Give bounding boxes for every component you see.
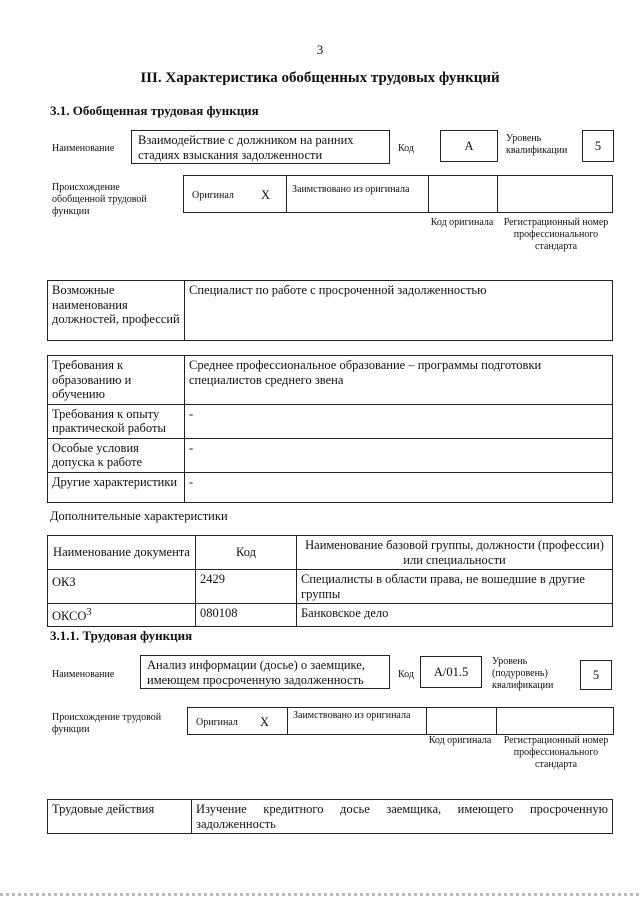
req-education-value: Среднее профессиональное образование – программы подготовки специалистов среднего звена [185,356,613,405]
additional-row-name: Специалисты в области права, не вошедшие в другие группы [297,570,613,604]
additional-row-name: Банковское дело [297,604,613,627]
positions-label: Возможные наименования должностей, профессий [48,281,185,341]
additional-header-doc: Наименование документа [48,536,196,570]
labor-actions-table [47,799,613,834]
tf-code-value: A/01.5 [433,664,469,679]
requirements-table [47,355,613,503]
tf-original-mark: X [260,715,270,729]
gtf-code-original-label: Код оригинала [430,217,494,228]
additional-row-doc [48,570,196,604]
gtf-level-value: 5 [594,138,602,153]
additional-row-code: 2429 [196,570,297,604]
positions-table [47,280,613,341]
additional-row-doc [48,604,196,627]
req-experience-label: Требования к опыту практической работы [48,404,185,438]
additional-header-code: Код [196,536,297,570]
additional-row-code: 080108 [196,604,297,627]
tf-name-value: Анализ информации (досье) о заемщике, имеющем просроченную задолженность [147,658,365,687]
gtf-reg-number-label: Регистрационный номер профессионального стандарта [503,217,609,252]
gtf-original-label: Оригинал [192,190,234,201]
tf-code-box [420,656,482,688]
divider [426,708,427,734]
gtf-heading: 3.1. Обобщенная трудовая функция [50,103,259,118]
tf-origin-label: Происхождение трудовой функции [52,712,162,735]
divider [497,176,498,212]
tf-level-label: Уровень (подуровень) квалификации [492,656,554,691]
divider [286,176,287,212]
scan-edge-artifact [0,893,640,896]
tf-origin-table [187,707,614,735]
tf-code-label: Код [398,669,414,680]
doc-name: ОКСО [52,609,87,624]
doc-name: ОКЗ [52,575,76,590]
labor-actions-value [192,800,613,834]
tf-name-box [140,655,390,689]
tf-original-label: Оригинал [196,717,238,728]
labor-actions-line1: Изучение кредитного досье заемщика, имеющего просроченную [196,802,608,816]
req-experience-value: - [185,404,613,438]
page-number: 3 [316,42,324,57]
additional-header-name: Наименование базовой группы, должности (профессии) или специальности [297,536,613,570]
tf-reg-number-label: Регистрационный номер профессионального стандарта [503,735,609,770]
tf-level-box [580,660,612,690]
req-conditions-value: - [185,438,613,472]
gtf-level-label: Уровень квалификации [506,133,568,156]
gtf-original-mark: X [261,188,271,202]
gtf-name-label: Наименование [52,143,115,154]
req-conditions-label: Особые условия допуска к работе [48,438,185,472]
req-education-label: Требования к образованию и обучению [48,356,185,405]
divider [496,708,497,734]
gtf-level-box [582,130,614,162]
doc-footnote: 3 [86,607,92,618]
req-other-label: Другие характеристики [48,472,185,502]
gtf-code-value: A [464,138,474,153]
tf-level-value: 5 [592,667,600,682]
divider [287,708,288,734]
additional-heading: Дополнительные характеристики [50,509,228,523]
section-title: III. Характеристика обобщенных трудовых функций [140,70,500,86]
tf-borrowed-label: Заимствовано из оригинала [293,710,411,721]
gtf-code-label: Код [398,143,414,154]
labor-actions-label: Трудовые действия [48,800,192,834]
labor-actions-line2: задолженность [196,816,276,831]
gtf-origin-table [183,175,613,213]
gtf-name-box [131,130,390,164]
tf-heading: 3.1.1. Трудовая функция [50,628,193,643]
gtf-code-box [440,130,498,162]
positions-value: Специалист по работе с просроченной задолженностью [185,281,613,341]
tf-name-label: Наименование [52,669,115,680]
gtf-name-value: Взаимодействие с должником на ранних стадиях взыскания задолженности [138,133,354,162]
additional-table [47,535,613,627]
req-other-value: - [185,472,613,502]
gtf-borrowed-label: Заимствовано из оригинала [292,184,410,195]
divider [428,176,429,212]
tf-code-original-label: Код оригинала [428,735,492,746]
gtf-origin-label: Происхождение обобщенной трудовой функции [52,182,147,217]
